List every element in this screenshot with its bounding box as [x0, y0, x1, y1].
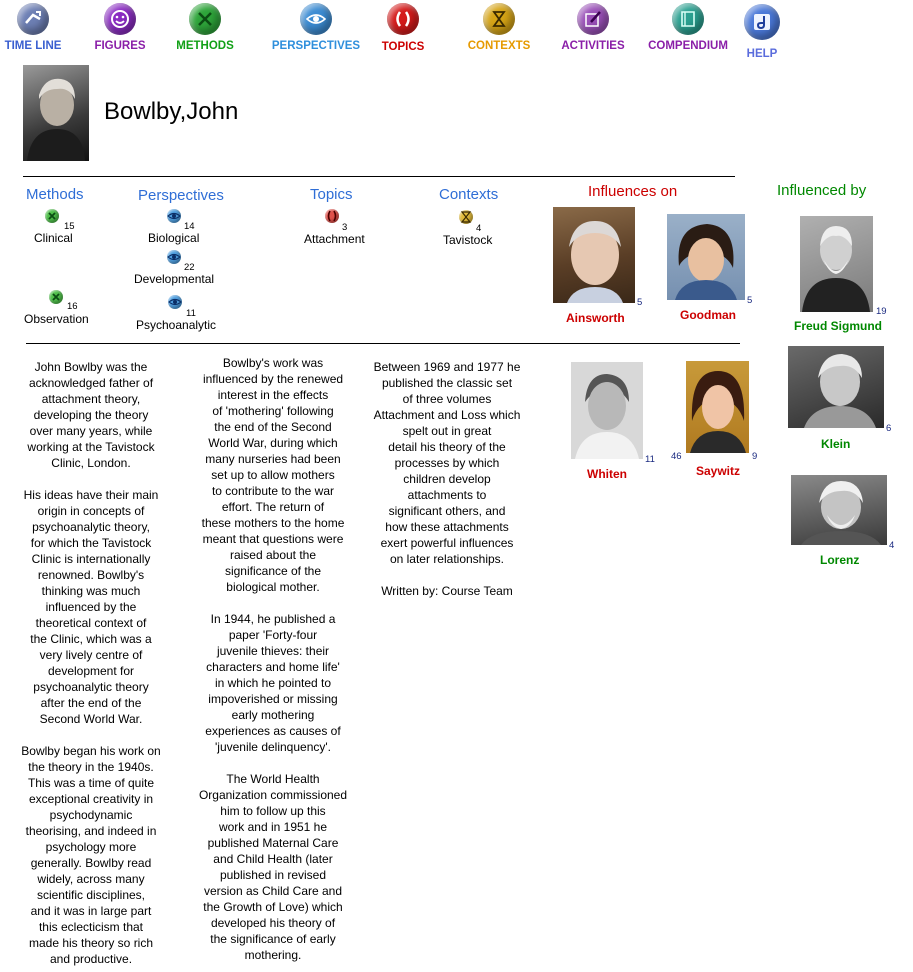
- perspective-eye-icon[interactable]: [167, 250, 181, 264]
- contexts-heading: Contexts: [439, 186, 499, 203]
- influence-count-left: 46: [671, 451, 682, 462]
- nav-activities[interactable]: [560, 3, 626, 52]
- method-count: 16: [67, 301, 78, 312]
- perspective-count: 11: [186, 308, 196, 319]
- biography-column-2: Bowlby's work was influenced by the renewed interest in the effects of 'mothering' following the end of the Second World War, during which many nurseries had been set up to allow mothers to contribute to the war effort. The return of these mothers to the home meant that questions were raised about the significance of the biological mother. In 1944, he published a paper 'Forty-four juvenile thieves: their characters and home life' in which he pointed to impoverished or missing early mothering experiences as causes of 'juvenile delinquency'. The World Health Organization commissioned him to follow up this work and in 1951 he published Maternal Care and Child Health (later published in revised version as Child Care and the Growth of Love) which developed his theory of the significance of early mothering.: [198, 356, 348, 962]
- topic-attachment-link[interactable]: Attachment: [304, 232, 365, 246]
- book-icon: [672, 3, 704, 35]
- method-cross-icon[interactable]: [45, 209, 59, 223]
- topics-heading: Topics: [310, 186, 353, 203]
- eye-icon: [300, 3, 332, 35]
- method-count: 15: [64, 221, 75, 232]
- nav-label: TIME LINE: [4, 40, 62, 52]
- page-title: Bowlby,John: [104, 98, 239, 125]
- nav-topics[interactable]: [378, 3, 428, 53]
- nav-timeline[interactable]: [2, 3, 64, 52]
- nav-label: ACTIVITIES: [561, 40, 625, 52]
- influence-count: 6: [886, 423, 892, 434]
- nav-perspectives[interactable]: [270, 3, 362, 52]
- perspective-eye-icon[interactable]: [167, 209, 181, 223]
- saywitz-name-link[interactable]: Saywitz: [696, 464, 741, 478]
- cross-icon: [189, 3, 221, 35]
- ainsworth-photo[interactable]: [553, 207, 635, 303]
- nav-label: TOPICS: [381, 41, 425, 53]
- context-hourglass-icon[interactable]: [459, 210, 473, 224]
- nav-contexts[interactable]: [466, 3, 532, 52]
- nav-figures[interactable]: [92, 3, 148, 52]
- content-divider: [26, 343, 740, 344]
- brackets-icon: [387, 3, 419, 35]
- context-tavistock-link[interactable]: Tavistock: [443, 233, 493, 247]
- perspective-biological-link[interactable]: Biological: [148, 231, 200, 245]
- nav-label: METHODS: [176, 40, 234, 52]
- perspectives-heading: Perspectives: [138, 187, 224, 204]
- influence-count: 9: [752, 451, 758, 462]
- influence-count: 5: [637, 297, 643, 308]
- whiten-name-link[interactable]: Whiten: [587, 467, 627, 481]
- biography-column-3: Between 1969 and 1977 he published the classic set of three volumes Attachment and Loss which spelt out in great detail his theory of the processes by which children develop attachments to significant others, and how these attachments exert powerful influences on later relationships. Written by: Course Team: [373, 360, 521, 598]
- goodman-photo[interactable]: [667, 214, 745, 300]
- klein-photo[interactable]: [788, 346, 884, 428]
- influence-count: 5: [747, 295, 753, 306]
- topic-brackets-icon[interactable]: [325, 209, 339, 223]
- influenced-by-heading: Influenced by: [777, 182, 867, 199]
- nav-label: COMPENDIUM: [648, 40, 728, 52]
- context-count: 4: [476, 223, 482, 234]
- perspective-psychoanalytic-link[interactable]: Psychoanalytic: [136, 318, 217, 332]
- freud-name-link[interactable]: Freud Sigmund: [794, 319, 882, 333]
- method-cross-icon[interactable]: [49, 290, 63, 304]
- bowlby-portrait: [23, 65, 89, 161]
- lorenz-name-link[interactable]: Lorenz: [820, 553, 860, 567]
- methods-heading: Methods: [26, 186, 84, 203]
- influence-count: 4: [889, 540, 895, 551]
- nav-methods[interactable]: [174, 3, 236, 52]
- goodman-name-link[interactable]: Goodman: [680, 308, 736, 322]
- biography-column-1: John Bowlby was the acknowledged father of attachment theory, developing the theory over many years, while working at the Tavistock Clinic, London. His ideas have their main origin in concepts of psychoanalytic theory, for which the Tavistock Clinic is internationally renowned. Bowlby's thinking was much influenced by the theoretical context of the Clinic, which was a very lively centre of development for psychoanalytic theory after the end of the Second World War. Bowlby began his work on the theory in the 1940s. This was a time of quite exceptional creativity in psychodynamic theorising, and indeed in psychology more generally. Bowlby read widely, across many scientific disciplines, and it was in large part this eclecticism that made his theory so rich and productive.: [21, 360, 161, 966]
- klein-name-link[interactable]: Klein: [821, 437, 851, 451]
- timeline-icon: [17, 3, 49, 35]
- smiley-icon: [104, 3, 136, 35]
- help-icon: [744, 4, 780, 40]
- influence-count: 11: [645, 454, 655, 465]
- header-divider: [23, 176, 735, 177]
- nav-compendium[interactable]: [646, 3, 730, 52]
- topic-count: 3: [342, 222, 348, 233]
- influences-on-heading: Influences on: [588, 183, 678, 200]
- hourglass-icon: [483, 3, 515, 35]
- method-observation-link[interactable]: Observation: [24, 312, 89, 326]
- perspective-count: 14: [184, 221, 195, 232]
- nav-label: CONTEXTS: [467, 40, 531, 52]
- perspective-eye-icon[interactable]: [168, 295, 182, 309]
- nav-label: FIGURES: [94, 40, 146, 52]
- ainsworth-name-link[interactable]: Ainsworth: [566, 311, 625, 325]
- lorenz-photo[interactable]: [791, 475, 887, 545]
- nav-label: HELP: [746, 48, 778, 60]
- method-clinical-link[interactable]: Clinical: [34, 231, 73, 245]
- perspective-developmental-link[interactable]: Developmental: [134, 272, 215, 286]
- freud-photo[interactable]: [800, 216, 873, 312]
- saywitz-photo[interactable]: [686, 361, 749, 453]
- influence-count: 19: [876, 306, 887, 317]
- nav-help[interactable]: [740, 4, 784, 60]
- nav-label: PERSPECTIVES: [271, 40, 361, 52]
- pencil-icon: [577, 3, 609, 35]
- perspective-count: 22: [184, 262, 195, 273]
- whiten-photo[interactable]: [571, 362, 643, 459]
